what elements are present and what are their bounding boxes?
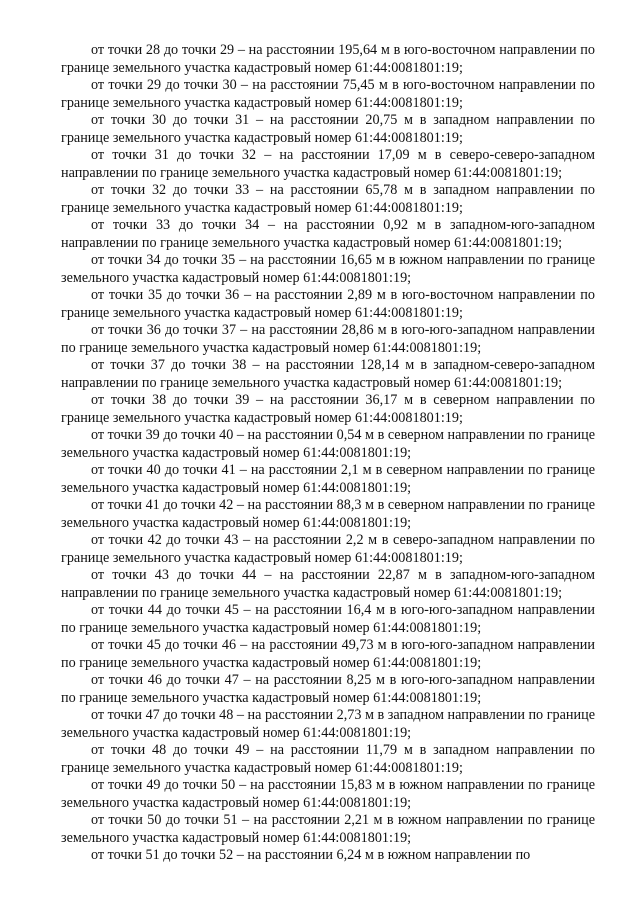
- paragraph-50-51: от точки 50 до точки 51 – на расстоянии 2,21 м в южном направлении по границе земельного участка кадастровый номер 61:44:0081801:19;: [61, 812, 595, 846]
- paragraph-30-31: от точки 30 до точки 31 – на расстоянии 20,75 м в западном направлении по границе земельного участка кадастровый номер 61:44:0081801:19;: [61, 112, 595, 146]
- paragraph-31-32: от точки 31 до точки 32 – на расстоянии 17,09 м в северо-северо-западном направлении по границе земельного участка кадастровый номер 61:44:0081801:19;: [61, 147, 595, 181]
- document-body: [61, 42, 595, 865]
- paragraph-29-30: от точки 29 до точки 30 – на расстоянии 75,45 м в юго-восточном направлении по границе земельного участка кадастровый номер 61:44:0081801:19;: [61, 77, 595, 111]
- paragraph-34-35: от точки 34 до точки 35 – на расстоянии 16,65 м в южном направлении по границе земельного участка кадастровый номер 61:44:0081801:19;: [61, 252, 595, 286]
- paragraph-35-36: от точки 35 до точки 36 – на расстоянии 2,89 м в юго-восточном направлении по границе земельного участка кадастровый номер 61:44:0081801:19;: [61, 287, 595, 321]
- paragraph-37-38: от точки 37 до точки 38 – на расстоянии 128,14 м в западном-северо-западном направлении по границе земельного участка кадастровый номер 61:44:0081801:19;: [61, 357, 595, 391]
- paragraph-48-49: от точки 48 до точки 49 – на расстоянии 11,79 м в западном направлении по границе земельного участка кадастровый номер 61:44:0081801:19;: [61, 742, 595, 776]
- paragraph-44-45: от точки 44 до точки 45 – на расстоянии 16,4 м в юго-юго-западном направлении по границе земельного участка кадастровый номер 61:44:0081801:19;: [61, 602, 595, 636]
- paragraph-51-52: от точки 51 до точки 52 – на расстоянии 6,24 м в южном направлении по: [91, 847, 531, 863]
- paragraph-45-46: от точки 45 до точки 46 – на расстоянии 49,73 м в юго-юго-западном направлении по границе земельного участка кадастровый номер 61:44:0081801:19;: [61, 637, 595, 671]
- paragraph-28-29: от точки 28 до точки 29 – на расстоянии 195,64 м в юго-восточном направлении по границе земельного участка кадастровый номер 61:44:0081801:19;: [61, 42, 595, 76]
- paragraph-33-34: от точки 33 до точки 34 – на расстоянии 0,92 м в западном-юго-западном направлении по границе земельного участка кадастровый номер 61:44:0081801:19;: [61, 217, 595, 251]
- paragraph-42-43: от точки 42 до точки 43 – на расстоянии 2,2 м в северо-западном направлении по границе земельного участка кадастровый номер 61:44:0081801:19;: [61, 532, 595, 566]
- paragraph-41-42: от точки 41 до точки 42 – на расстоянии 88,3 м в северном направлении по границе земельного участка кадастровый номер 61:44:0081801:19;: [61, 497, 595, 531]
- paragraph-32-33: от точки 32 до точки 33 – на расстоянии 65,78 м в западном направлении по границе земельного участка кадастровый номер 61:44:0081801:19;: [61, 182, 595, 216]
- paragraph-39-40: от точки 39 до точки 40 – на расстоянии 0,54 м в северном направлении по границе земельного участка кадастровый номер 61:44:0081801:19;: [61, 427, 595, 461]
- paragraph-47-48: от точки 47 до точки 48 – на расстоянии 2,73 м в западном направлении по границе земельного участка кадастровый номер 61:44:0081801:19;: [61, 707, 595, 741]
- paragraph-38-39: от точки 38 до точки 39 – на расстоянии 36,17 м в северном направлении по границе земельного участка кадастровый номер 61:44:0081801:19;: [61, 392, 595, 426]
- paragraph-49-50: от точки 49 до точки 50 – на расстоянии 15,83 м в южном направлении по границе земельного участка кадастровый номер 61:44:0081801:19;: [61, 777, 595, 811]
- paragraph-46-47: от точки 46 до точки 47 – на расстоянии 8,25 м в юго-юго-западном направлении по границе земельного участка кадастровый номер 61:44:0081801:19;: [61, 672, 595, 706]
- paragraph-43-44: от точки 43 до точки 44 – на расстоянии 22,87 м в западном-юго-западном направлении по границе земельного участка кадастровый номер 61:44:0081801:19;: [61, 567, 595, 601]
- paragraph-36-37: от точки 36 до точки 37 – на расстоянии 28,86 м в юго-юго-западном направлении по границе земельного участка кадастровый номер 61:44:0081801:19;: [61, 322, 595, 356]
- paragraph-40-41: от точки 40 до точки 41 – на расстоянии 2,1 м в северном направлении по границе земельного участка кадастровый номер 61:44:0081801:19;: [61, 462, 595, 496]
